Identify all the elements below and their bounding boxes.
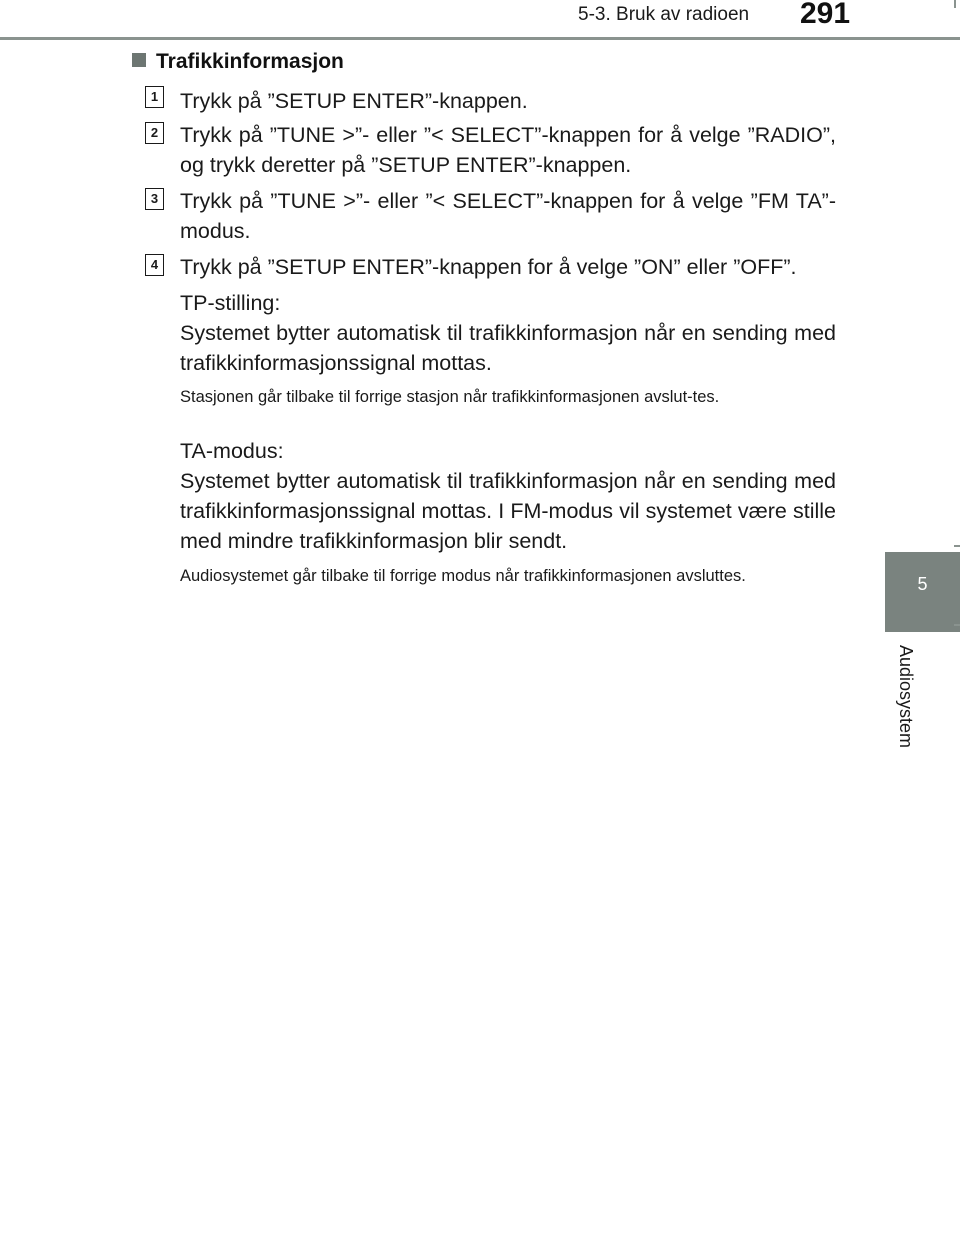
step-number-2: 2	[145, 122, 164, 144]
ta-text: Systemet bytter automatisk til trafikkinformasjon når en sending med trafikkinformasjonssignal mottas. I FM-modus vil systemet være stille med mindre trafikkinformasjon blir sendt.	[180, 469, 836, 553]
tp-title: TP-stilling:	[180, 291, 281, 315]
side-tick-top	[954, 545, 960, 547]
step-text-2: Trykk på ”TUNE >”- eller ”< SELECT”-knappen for å velge ”RADIO”, og trykk deretter på ”SETUP ENTER”-knappen.	[180, 123, 836, 177]
section-heading	[132, 50, 344, 74]
step-number-4: 4	[145, 254, 164, 276]
tp-note: Stasjonen går tilbake til forrige stasjon når trafikkinformasjonen avslut-tes.	[180, 388, 720, 406]
header-rule	[0, 37, 960, 40]
chapter-number: 5	[917, 574, 928, 594]
header-tick	[954, 0, 956, 8]
square-bullet-icon	[132, 53, 146, 67]
side-tick-bottom	[954, 624, 960, 626]
page-number: 291	[800, 0, 851, 30]
step-text-1: Trykk på ”SETUP ENTER”-knappen.	[180, 89, 528, 113]
ta-note: Audiosystemet går tilbake til forrige modus når trafikkinformasjonen avsluttes.	[180, 567, 746, 585]
chapter-label: Audiosystem	[896, 645, 916, 749]
section-title: 5-3. Bruk av radioen	[578, 4, 750, 25]
step-number-3: 3	[145, 188, 164, 210]
step-text-4: Trykk på ”SETUP ENTER”-knappen for å velge ”ON” eller ”OFF”.	[180, 255, 797, 279]
heading-text: Trafikkinformasjon	[156, 50, 344, 73]
ta-title: TA-modus:	[180, 439, 284, 463]
tp-text: Systemet bytter automatisk til trafikkinformasjon når en sending med trafikkinformasjonssignal mottas.	[180, 321, 836, 375]
step-text-3: Trykk på ”TUNE >”- eller ”< SELECT”-knappen for å velge ”FM TA”-modus.	[180, 189, 836, 243]
chapter-tab	[885, 552, 960, 632]
step-number-1: 1	[145, 86, 164, 108]
